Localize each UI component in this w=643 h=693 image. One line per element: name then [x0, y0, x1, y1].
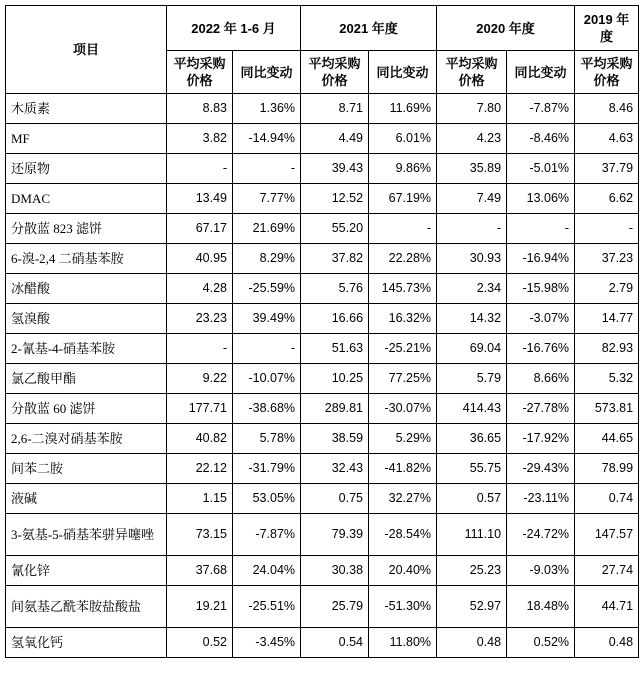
avg-price-cell: 19.21 — [167, 586, 233, 628]
avg-price-cell: 0.57 — [437, 484, 507, 514]
yoy-change-cell: 1.36% — [233, 94, 301, 124]
avg-price-cell: 13.49 — [167, 184, 233, 214]
yoy-change-cell: 6.01% — [369, 124, 437, 154]
material-name: 2-氰基-4-硝基苯胺 — [6, 334, 167, 364]
avg-price-cell: 14.32 — [437, 304, 507, 334]
yoy-change-cell: -27.78% — [507, 394, 575, 424]
yoy-change-cell: 20.40% — [369, 556, 437, 586]
avg-price-cell: 0.52 — [167, 628, 233, 658]
avg-price-cell: 22.12 — [167, 454, 233, 484]
header-avg-price: 平均采购价格 — [167, 51, 233, 94]
header-yoy: 同比变动 — [233, 51, 301, 94]
avg-price-cell: 67.17 — [167, 214, 233, 244]
table-row — [6, 94, 639, 124]
table-row — [6, 274, 639, 304]
avg-price-cell: 2.79 — [575, 274, 639, 304]
avg-price-cell: 25.79 — [301, 586, 369, 628]
avg-price-cell: 37.79 — [575, 154, 639, 184]
material-name: 分散蓝 60 滤饼 — [6, 394, 167, 424]
material-name: 冰醋酸 — [6, 274, 167, 304]
yoy-change-cell: -25.59% — [233, 274, 301, 304]
material-name: 3-氨基-5-硝基苯骈异噻唑 — [6, 514, 167, 556]
yoy-change-cell: -51.30% — [369, 586, 437, 628]
yoy-change-cell: 5.78% — [233, 424, 301, 454]
avg-price-cell: - — [575, 214, 639, 244]
table-row — [6, 586, 639, 628]
yoy-change-cell: 21.69% — [233, 214, 301, 244]
table-row — [6, 454, 639, 484]
avg-price-cell: 1.15 — [167, 484, 233, 514]
avg-price-cell: 4.63 — [575, 124, 639, 154]
yoy-change-cell: -29.43% — [507, 454, 575, 484]
avg-price-cell: 73.15 — [167, 514, 233, 556]
avg-price-cell: 0.48 — [437, 628, 507, 658]
yoy-change-cell: -38.68% — [233, 394, 301, 424]
avg-price-cell: 27.74 — [575, 556, 639, 586]
header-avg-price: 平均采购价格 — [575, 51, 639, 94]
yoy-change-cell: 24.04% — [233, 556, 301, 586]
avg-price-cell: 38.59 — [301, 424, 369, 454]
avg-price-cell: 0.75 — [301, 484, 369, 514]
material-name: 液碱 — [6, 484, 167, 514]
avg-price-cell: 8.46 — [575, 94, 639, 124]
avg-price-cell: 0.54 — [301, 628, 369, 658]
avg-price-cell: 9.22 — [167, 364, 233, 394]
yoy-change-cell: 0.52% — [507, 628, 575, 658]
yoy-change-cell: -14.94% — [233, 124, 301, 154]
material-name: 间氨基乙酰苯胺盐酸盐 — [6, 586, 167, 628]
yoy-change-cell: 16.32% — [369, 304, 437, 334]
yoy-change-cell: 13.06% — [507, 184, 575, 214]
yoy-change-cell: 7.77% — [233, 184, 301, 214]
header-period-2022h1: 2022 年 1-6 月 — [167, 6, 301, 51]
avg-price-cell: - — [167, 334, 233, 364]
yoy-change-cell: -16.94% — [507, 244, 575, 274]
avg-price-cell: 7.49 — [437, 184, 507, 214]
avg-price-cell: 3.82 — [167, 124, 233, 154]
avg-price-cell: 573.81 — [575, 394, 639, 424]
avg-price-cell: 52.97 — [437, 586, 507, 628]
material-name: 氢氧化钙 — [6, 628, 167, 658]
avg-price-cell: 16.66 — [301, 304, 369, 334]
yoy-change-cell: -3.45% — [233, 628, 301, 658]
yoy-change-cell: -16.76% — [507, 334, 575, 364]
yoy-change-cell: 77.25% — [369, 364, 437, 394]
avg-price-cell: 4.49 — [301, 124, 369, 154]
yoy-change-cell: 11.80% — [369, 628, 437, 658]
yoy-change-cell: -15.98% — [507, 274, 575, 304]
avg-price-cell: 37.23 — [575, 244, 639, 274]
yoy-change-cell: - — [233, 154, 301, 184]
table-row — [6, 334, 639, 364]
yoy-change-cell: 67.19% — [369, 184, 437, 214]
yoy-change-cell: -31.79% — [233, 454, 301, 484]
purchase-price-table — [5, 5, 639, 658]
yoy-change-cell: -17.92% — [507, 424, 575, 454]
table-row — [6, 628, 639, 658]
avg-price-cell: 30.38 — [301, 556, 369, 586]
avg-price-cell: - — [167, 154, 233, 184]
avg-price-cell: 7.80 — [437, 94, 507, 124]
avg-price-cell: 79.39 — [301, 514, 369, 556]
avg-price-cell: 177.71 — [167, 394, 233, 424]
table-row — [6, 214, 639, 244]
table-row — [6, 244, 639, 274]
yoy-change-cell: -9.03% — [507, 556, 575, 586]
avg-price-cell: 55.75 — [437, 454, 507, 484]
header-period-2019: 2019 年度 — [575, 6, 639, 51]
avg-price-cell: 5.32 — [575, 364, 639, 394]
material-name: 间苯二胺 — [6, 454, 167, 484]
avg-price-cell: 36.65 — [437, 424, 507, 454]
yoy-change-cell: 5.29% — [369, 424, 437, 454]
material-name: 分散蓝 823 滤饼 — [6, 214, 167, 244]
avg-price-cell: 25.23 — [437, 556, 507, 586]
avg-price-cell: 44.71 — [575, 586, 639, 628]
material-name: 还原物 — [6, 154, 167, 184]
yoy-change-cell: 8.29% — [233, 244, 301, 274]
material-name: 氢溴酸 — [6, 304, 167, 334]
yoy-change-cell: - — [233, 334, 301, 364]
header-avg-price: 平均采购价格 — [301, 51, 369, 94]
header-yoy: 同比变动 — [507, 51, 575, 94]
avg-price-cell: 147.57 — [575, 514, 639, 556]
table-row — [6, 364, 639, 394]
table-row — [6, 556, 639, 586]
material-name: 6-溴-2,4 二硝基苯胺 — [6, 244, 167, 274]
avg-price-cell: - — [437, 214, 507, 244]
avg-price-cell: 5.79 — [437, 364, 507, 394]
table-row — [6, 304, 639, 334]
header-yoy: 同比变动 — [369, 51, 437, 94]
avg-price-cell: 51.63 — [301, 334, 369, 364]
yoy-change-cell: -7.87% — [507, 94, 575, 124]
table-row — [6, 154, 639, 184]
yoy-change-cell: -25.51% — [233, 586, 301, 628]
avg-price-cell: 0.48 — [575, 628, 639, 658]
material-name: 氯乙酸甲酯 — [6, 364, 167, 394]
material-name: 木质素 — [6, 94, 167, 124]
yoy-change-cell: 9.86% — [369, 154, 437, 184]
header-item: 项目 — [6, 6, 167, 94]
yoy-change-cell: - — [507, 214, 575, 244]
avg-price-cell: 37.68 — [167, 556, 233, 586]
avg-price-cell: 4.23 — [437, 124, 507, 154]
table-row — [6, 184, 639, 214]
yoy-change-cell: 53.05% — [233, 484, 301, 514]
yoy-change-cell: 145.73% — [369, 274, 437, 304]
yoy-change-cell: -10.07% — [233, 364, 301, 394]
avg-price-cell: 5.76 — [301, 274, 369, 304]
avg-price-cell: 23.23 — [167, 304, 233, 334]
yoy-change-cell: -41.82% — [369, 454, 437, 484]
avg-price-cell: 82.93 — [575, 334, 639, 364]
yoy-change-cell: -25.21% — [369, 334, 437, 364]
avg-price-cell: 39.43 — [301, 154, 369, 184]
yoy-change-cell: - — [369, 214, 437, 244]
avg-price-cell: 44.65 — [575, 424, 639, 454]
avg-price-cell: 55.20 — [301, 214, 369, 244]
yoy-change-cell: 39.49% — [233, 304, 301, 334]
table-row — [6, 514, 639, 556]
avg-price-cell: 40.82 — [167, 424, 233, 454]
yoy-change-cell: 32.27% — [369, 484, 437, 514]
yoy-change-cell: 22.28% — [369, 244, 437, 274]
avg-price-cell: 78.99 — [575, 454, 639, 484]
table-row — [6, 124, 639, 154]
avg-price-cell: 14.77 — [575, 304, 639, 334]
yoy-change-cell: 11.69% — [369, 94, 437, 124]
avg-price-cell: 10.25 — [301, 364, 369, 394]
yoy-change-cell: -5.01% — [507, 154, 575, 184]
avg-price-cell: 30.93 — [437, 244, 507, 274]
header-period-2021: 2021 年度 — [301, 6, 437, 51]
yoy-change-cell: -7.87% — [233, 514, 301, 556]
avg-price-cell: 12.52 — [301, 184, 369, 214]
yoy-change-cell: 8.66% — [507, 364, 575, 394]
yoy-change-cell: -23.11% — [507, 484, 575, 514]
material-name: 氰化锌 — [6, 556, 167, 586]
avg-price-cell: 32.43 — [301, 454, 369, 484]
yoy-change-cell: -30.07% — [369, 394, 437, 424]
table-row — [6, 424, 639, 454]
table-row — [6, 394, 639, 424]
avg-price-cell: 414.43 — [437, 394, 507, 424]
avg-price-cell: 6.62 — [575, 184, 639, 214]
avg-price-cell: 4.28 — [167, 274, 233, 304]
material-name: DMAC — [6, 184, 167, 214]
avg-price-cell: 289.81 — [301, 394, 369, 424]
header-period-2020: 2020 年度 — [437, 6, 575, 51]
avg-price-cell: 8.71 — [301, 94, 369, 124]
yoy-change-cell: 18.48% — [507, 586, 575, 628]
avg-price-cell: 69.04 — [437, 334, 507, 364]
yoy-change-cell: -8.46% — [507, 124, 575, 154]
avg-price-cell: 40.95 — [167, 244, 233, 274]
avg-price-cell: 35.89 — [437, 154, 507, 184]
material-name: 2,6-二溴对硝基苯胺 — [6, 424, 167, 454]
yoy-change-cell: -28.54% — [369, 514, 437, 556]
material-name: MF — [6, 124, 167, 154]
yoy-change-cell: -24.72% — [507, 514, 575, 556]
avg-price-cell: 2.34 — [437, 274, 507, 304]
yoy-change-cell: -3.07% — [507, 304, 575, 334]
avg-price-cell: 8.83 — [167, 94, 233, 124]
table-body — [6, 94, 639, 658]
header-avg-price: 平均采购价格 — [437, 51, 507, 94]
avg-price-cell: 111.10 — [437, 514, 507, 556]
avg-price-cell: 37.82 — [301, 244, 369, 274]
table-row — [6, 484, 639, 514]
avg-price-cell: 0.74 — [575, 484, 639, 514]
